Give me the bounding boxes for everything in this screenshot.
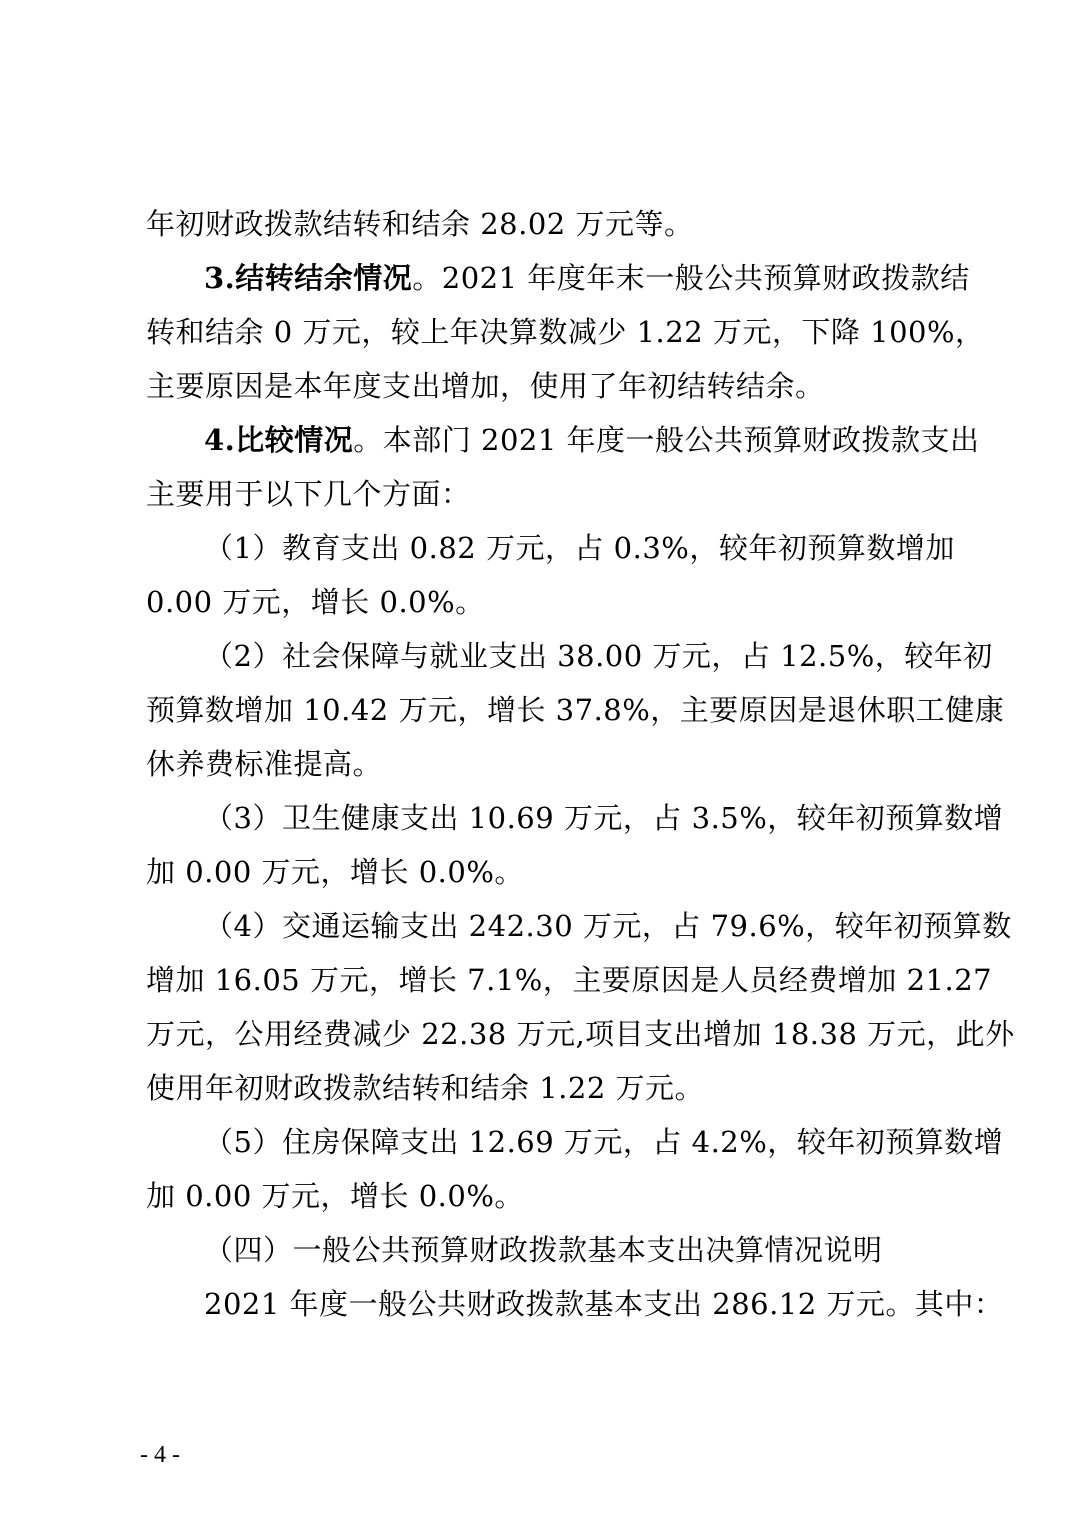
text-line: 转和结余 0 万元，较上年决算数减少 1.22 万元，下降 100%， bbox=[146, 315, 985, 349]
section-heading: 3.结转结余情况 bbox=[204, 261, 413, 295]
section-title: （四）一般公共预算财政拨款基本支出决算情况说明 bbox=[204, 1233, 883, 1267]
text-run: 。本部门 2021 年度一般公共预算财政拨款支出 bbox=[353, 423, 980, 457]
text-line: 主要原因是本年度支出增加，使用了年初结转结余。 bbox=[146, 369, 825, 403]
text-line: 预算数增加 10.42 万元，增长 37.8%，主要原因是退休职工健康 bbox=[146, 693, 1005, 727]
list-item-line: （3）卫生健康支出 10.69 万元，占 3.5%，较年初预算数增 bbox=[204, 801, 1004, 835]
text-line: 休养费标准提高。 bbox=[146, 747, 383, 781]
list-item-line: （4）交通运输支出 242.30 万元，占 79.6%，较年初预算数 bbox=[204, 909, 1012, 943]
text-line: 使用年初财政拨款结转和结余 1.22 万元。 bbox=[146, 1071, 705, 1105]
page-number: - 4 - bbox=[140, 1442, 180, 1468]
text-line: 0.00 万元，增长 0.0%。 bbox=[146, 585, 485, 619]
paragraph-first-line bbox=[204, 258, 970, 298]
paragraph-first-line bbox=[204, 420, 980, 460]
text-line: 2021 年度一般公共财政拨款基本支出 286.12 万元。其中： bbox=[204, 1287, 1004, 1321]
text-line: 主要用于以下几个方面： bbox=[146, 477, 471, 511]
text-line: 增加 16.05 万元，增长 7.1%，主要原因是人员经费增加 21.27 bbox=[146, 963, 993, 997]
list-item-line: （5）住房保障支出 12.69 万元，占 4.2%，较年初预算数增 bbox=[204, 1125, 1004, 1159]
list-item-line: （1）教育支出 0.82 万元，占 0.3%，较年初预算数增加 bbox=[204, 531, 955, 565]
text-line: 加 0.00 万元，增长 0.0%。 bbox=[146, 855, 524, 889]
section-heading: 4.比较情况 bbox=[204, 423, 354, 457]
text-line: 加 0.00 万元，增长 0.0%。 bbox=[146, 1179, 524, 1213]
text-line: 年初财政拨款结转和结余 28.02 万元等。 bbox=[146, 207, 694, 241]
text-line: 万元，公用经费减少 22.38 万元,项目支出增加 18.38 万元，此外 bbox=[146, 1017, 1015, 1051]
text-run: 。2021 年度年末一般公共预算财政拨款结 bbox=[412, 261, 970, 295]
list-item-line: （2）社会保障与就业支出 38.00 万元，占 12.5%，较年初 bbox=[204, 639, 993, 673]
